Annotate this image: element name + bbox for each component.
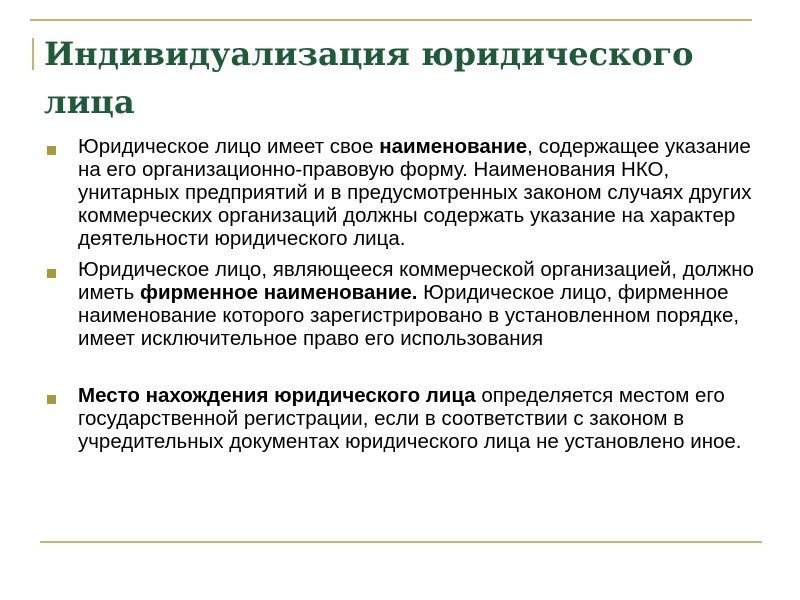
- list-item: [44, 135, 754, 250]
- slide-title: Индивидуализация юридического лица: [44, 35, 694, 121]
- item-text: определяется местом его государственной регистрации, если в соответствии с законом в учредительных документах юридического лица не установлено иное.: [78, 384, 742, 453]
- item-bold-text: наименование: [379, 135, 528, 158]
- list-item: [44, 384, 754, 453]
- top-rule: [30, 19, 752, 21]
- item-text: , содержащее указание на его организационно-правовую форму. Наименования НКО, унитарных предприятий и в предусмотренных законом случаях других коммерческих организаций должны содержать указание на характер деятельности юридического лица.: [78, 135, 752, 250]
- item-text: Юридическое лицо, являющееся коммерческой организацией, должно иметь: [78, 258, 754, 304]
- square-bullet-icon: [47, 395, 56, 404]
- square-bullet-icon: [47, 146, 56, 155]
- item-bold-text: фирменное наименование.: [140, 281, 418, 304]
- square-bullet-icon: [47, 269, 56, 278]
- list-item: [44, 258, 754, 350]
- title-accent-rule: [32, 38, 34, 70]
- bottom-rule: [40, 541, 762, 543]
- item-bold-text: Место нахождения юридического лица: [78, 384, 476, 407]
- item-text: Юридическое лицо, фирменное наименование которого зарегистрировано в установленном порядке, имеет исключительное право его использования: [78, 281, 740, 350]
- bullet-list: [44, 135, 754, 461]
- item-text: Юридическое лицо имеет свое: [78, 135, 380, 158]
